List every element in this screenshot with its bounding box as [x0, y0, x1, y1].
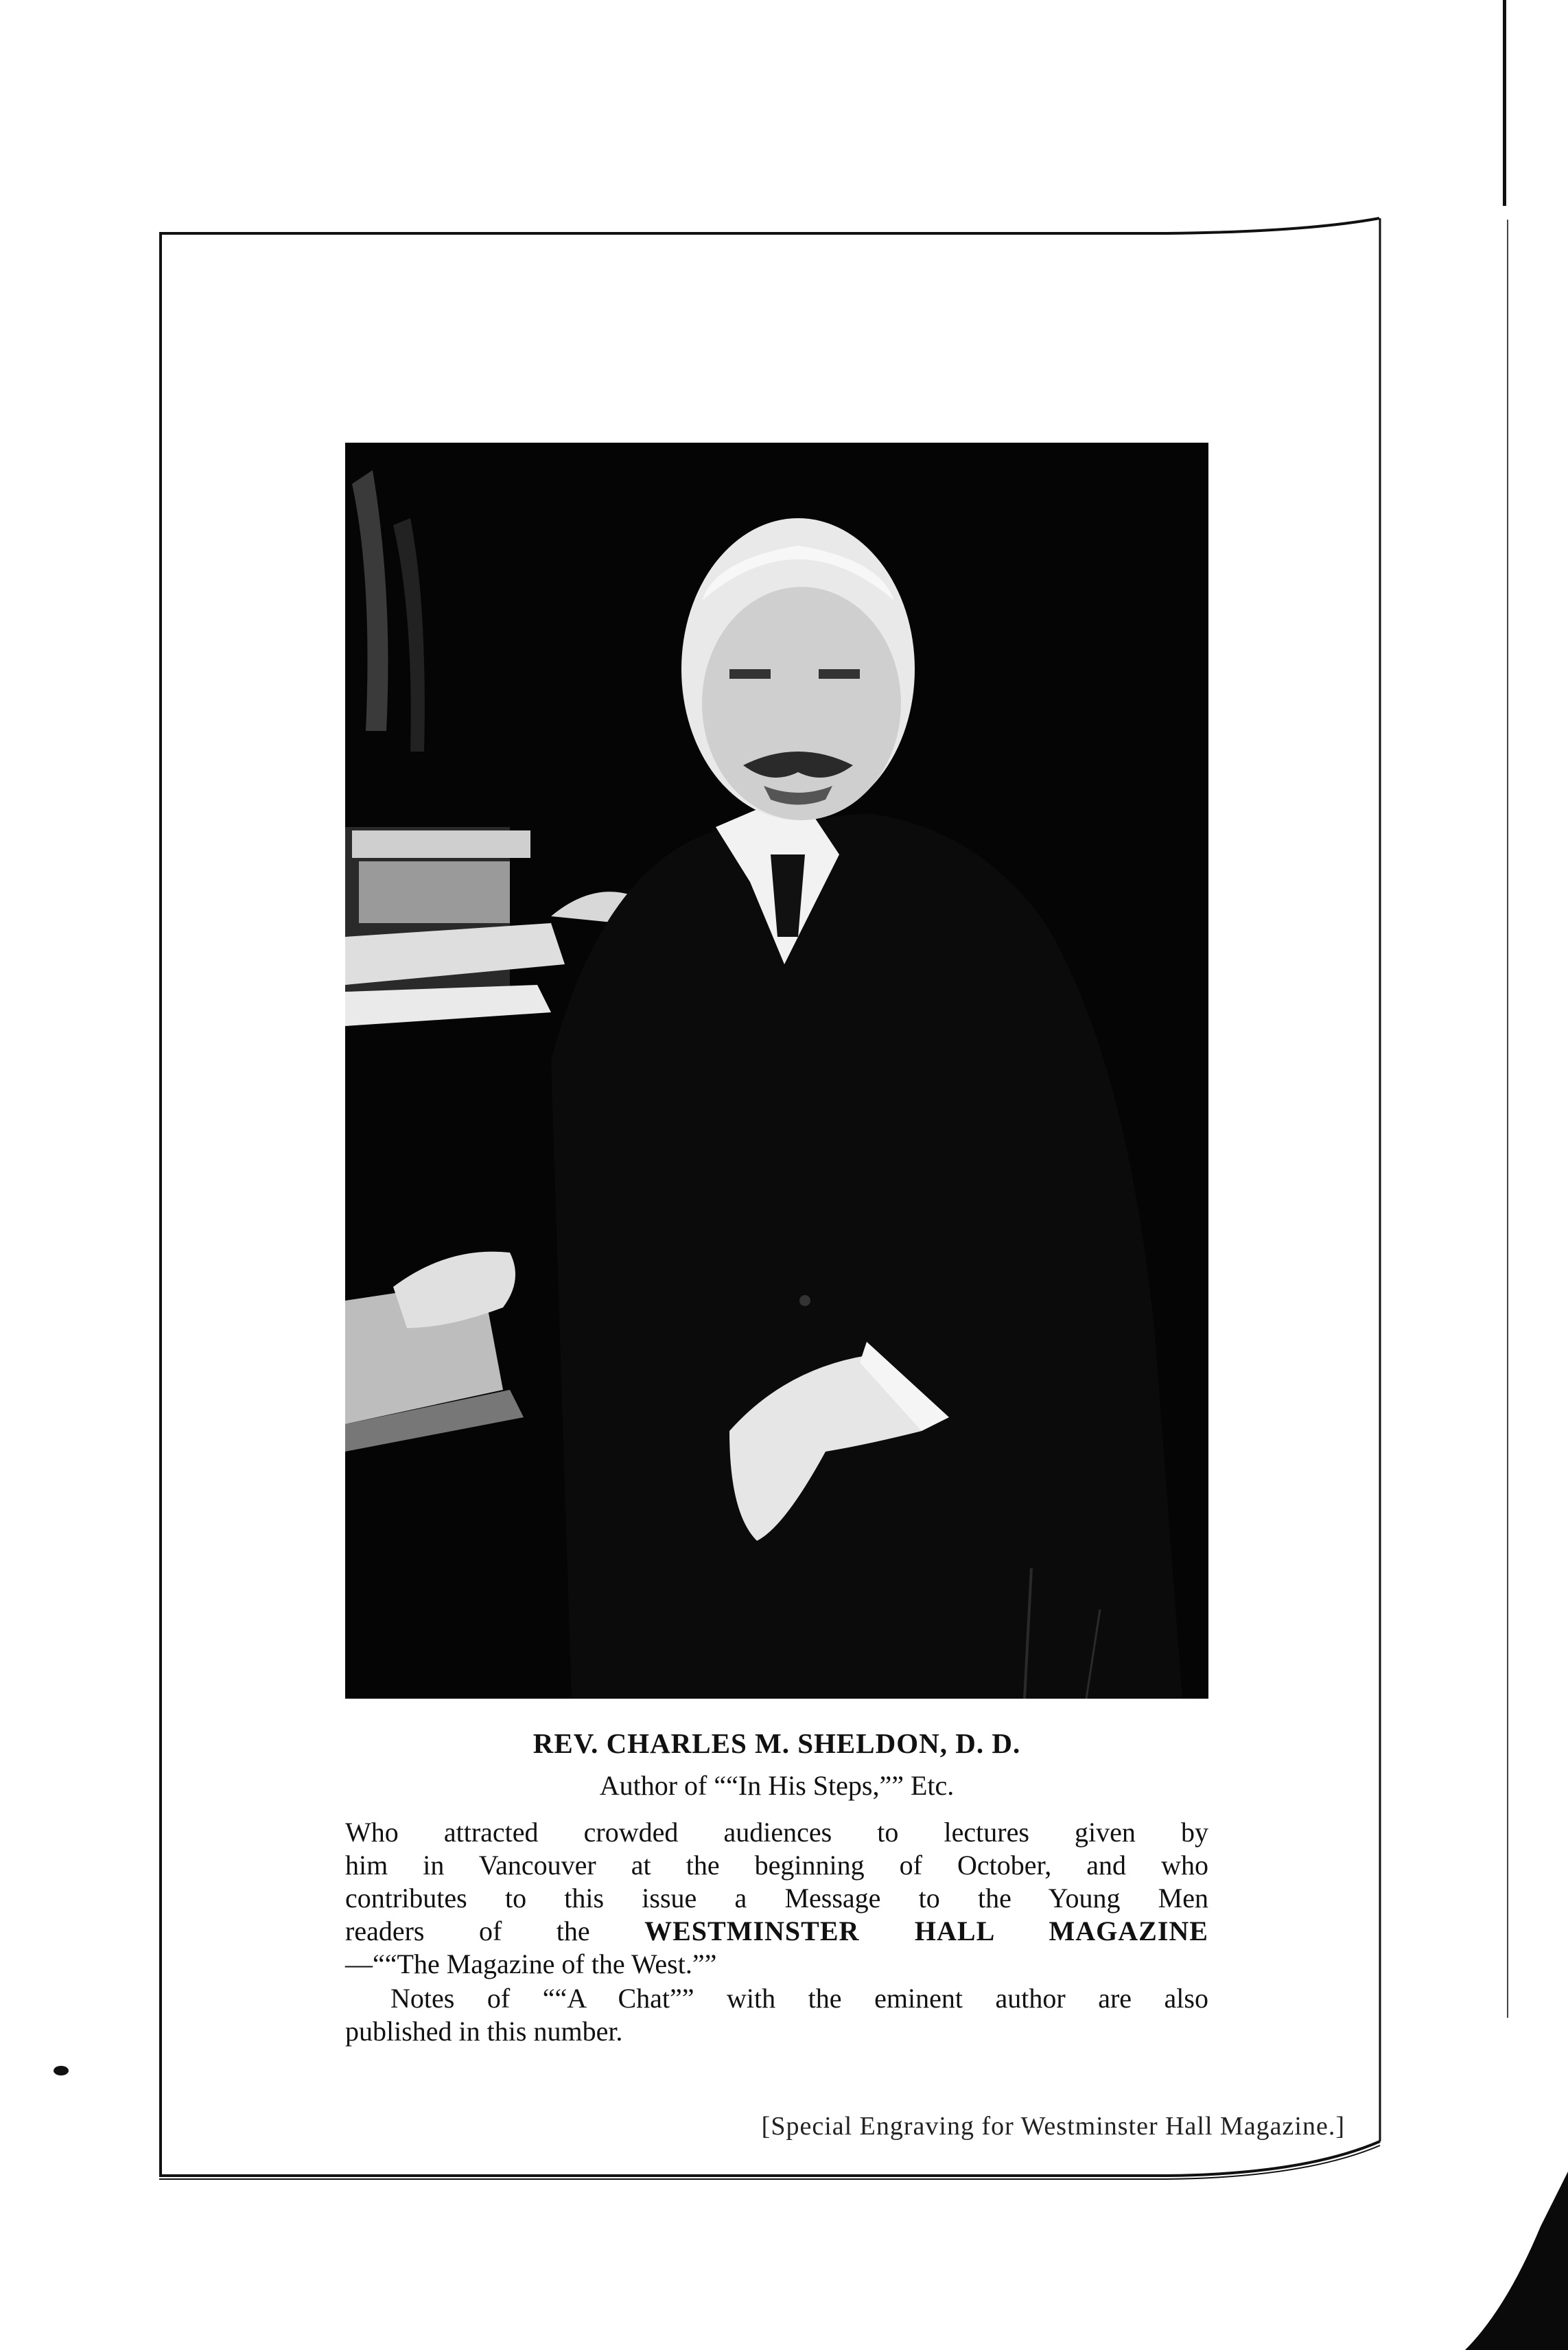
description-line-1: Who attracted crowded audiences to lectures given by — [345, 1817, 1208, 1848]
description-line-4 — [345, 1915, 1208, 1948]
magazine-name: WESTMINSTER HALL MAGAZINE — [644, 1916, 1208, 1946]
page-corner-shadow — [1465, 2172, 1568, 2350]
plate-name: REV. CHARLES M. SHELDON, D. D. — [533, 1727, 1021, 1759]
description-line-2: him in Vancouver at the beginning of October, and who — [345, 1850, 1208, 1881]
portrait-photograph — [345, 443, 1208, 1699]
ink-speck — [54, 2066, 69, 2075]
plate-note — [345, 1982, 1208, 2048]
description-line-5: —““The Magazine of the West.”” — [345, 1948, 717, 1979]
description-line-3: contributes to this issue a Message to the Young Men — [345, 1883, 1208, 1913]
engraving-credit: [Special Engraving for Westminster Hall Magazine.] — [761, 2112, 1345, 2141]
plate-description — [345, 1816, 1208, 1981]
note-line-1: Notes of ““A Chat”” with the eminent author are also — [390, 1983, 1208, 2014]
description-line-4-text: readers of the — [345, 1916, 645, 1946]
note-line-2: published in this number. — [345, 2016, 623, 2047]
plate-subtitle: Author of ““In His Steps,”” Etc. — [599, 1770, 955, 1801]
